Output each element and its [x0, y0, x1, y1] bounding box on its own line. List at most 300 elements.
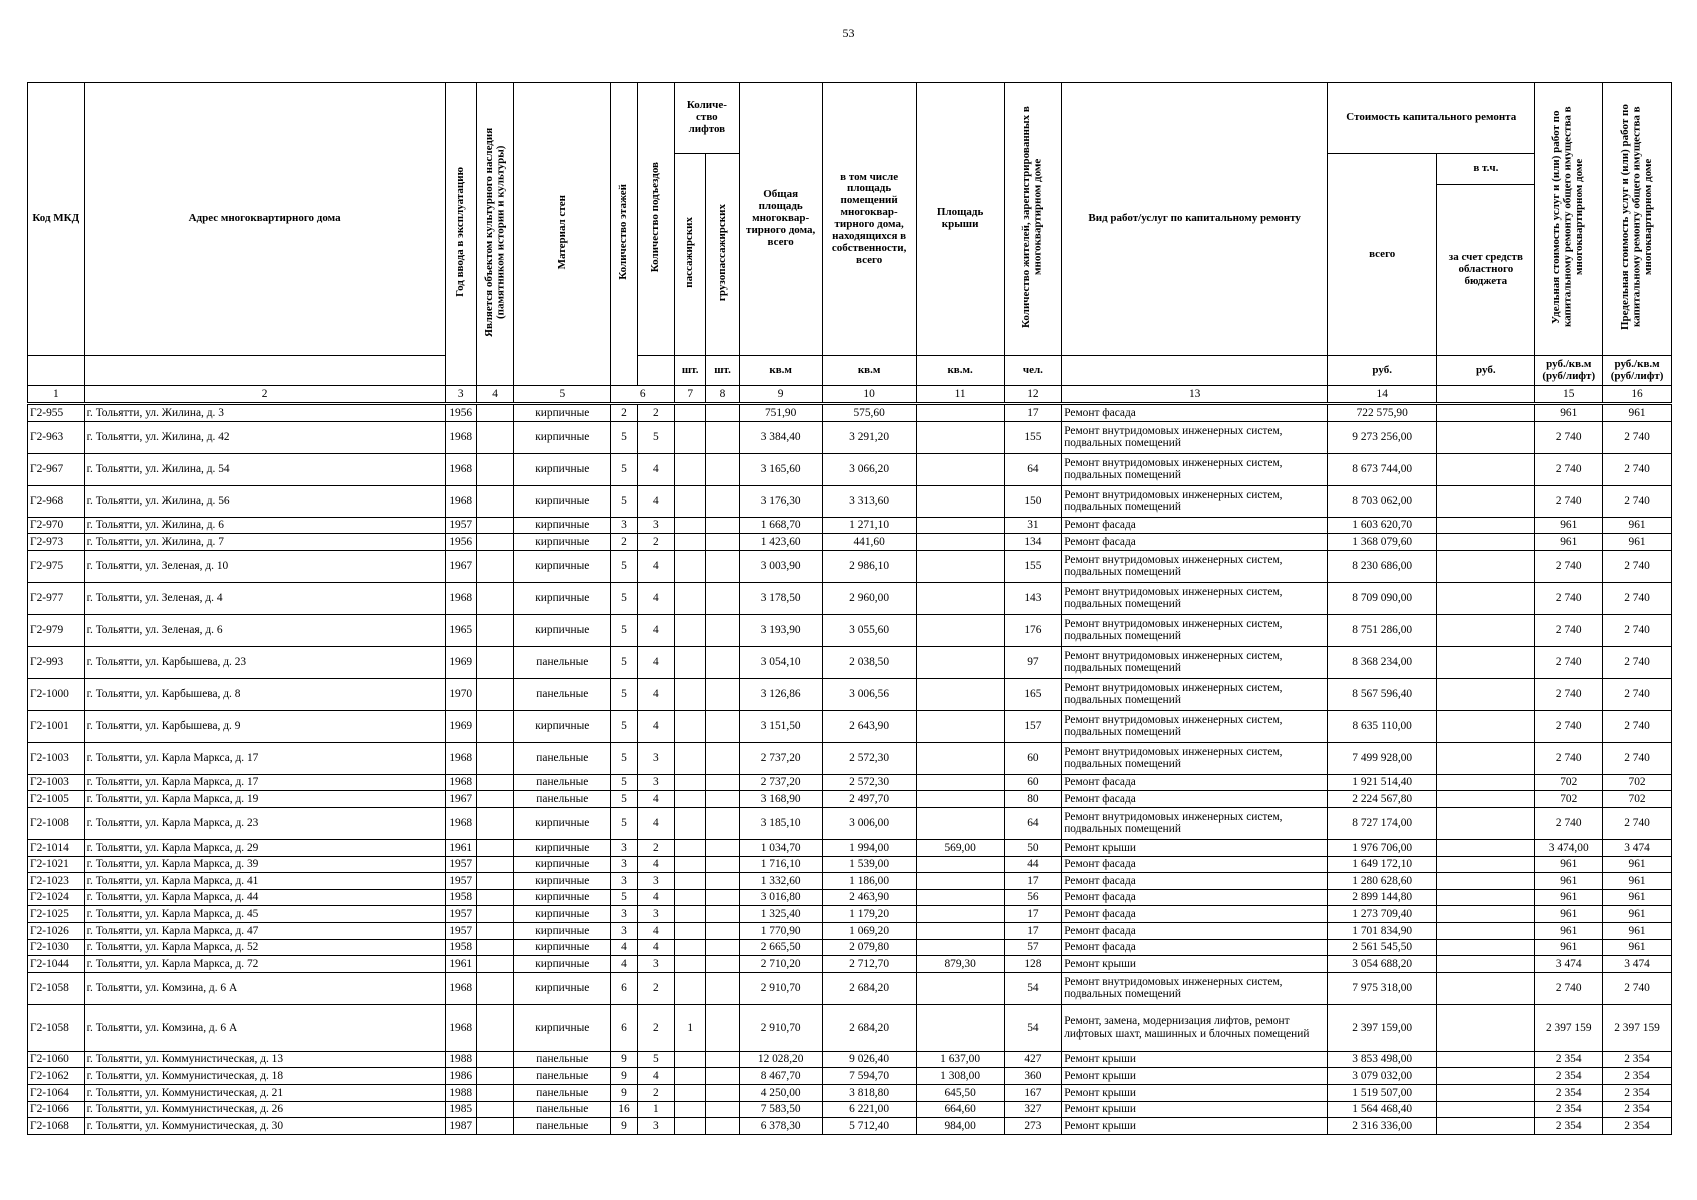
heritage-cell: [476, 1068, 513, 1085]
address-cell: г. Тольятти, ул. Карла Маркса, д. 23: [84, 807, 445, 839]
residents-cell: 273: [1004, 1118, 1062, 1135]
col-num: 1: [28, 386, 85, 404]
unit-max-cost: руб./кв.м (руб/лифт): [1603, 356, 1672, 386]
entrances-cell: 4: [637, 550, 674, 582]
col-num: 16: [1603, 386, 1672, 404]
table-row: [28, 614, 1672, 646]
entrances-cell: 4: [637, 614, 674, 646]
roof-area-cell: [916, 889, 1004, 906]
residents-cell: 97: [1004, 646, 1062, 678]
max-cost-cell: 2 740: [1603, 453, 1672, 485]
code-cell: Г2-1023: [28, 873, 85, 890]
year-cell: 1970: [445, 678, 476, 710]
year-cell: 1968: [445, 1004, 476, 1051]
code-cell: Г2-1044: [28, 956, 85, 973]
col-cost-header: Стоимость капитального ремонта: [1328, 83, 1535, 154]
owned-area-cell: 3 055,60: [822, 614, 916, 646]
unit-cost-cell: 702: [1535, 774, 1603, 791]
cost-total-cell: 8 567 596,40: [1328, 678, 1437, 710]
year-cell: 1957: [445, 873, 476, 890]
table-row: [28, 856, 1672, 873]
roof-area-cell: [916, 646, 1004, 678]
unit-cost-cell: 2 740: [1535, 485, 1603, 517]
table-row: [28, 839, 1672, 856]
owned-area-cell: 3 291,20: [822, 421, 916, 453]
budget-cell: [1437, 534, 1535, 551]
address-cell: г. Тольятти, ул. Коммунистическая, д. 30: [84, 1118, 445, 1135]
unit-owned-area: кв.м: [822, 356, 916, 386]
code-cell: Г2-993: [28, 646, 85, 678]
year-cell: 1968: [445, 742, 476, 774]
entrances-cell: 3: [637, 873, 674, 890]
year-cell: 1967: [445, 550, 476, 582]
table-row: [28, 1068, 1672, 1085]
cost-total-cell: 7 499 928,00: [1328, 742, 1437, 774]
max-cost-cell: 3 474: [1603, 956, 1672, 973]
owned-area-cell: 2 986,10: [822, 550, 916, 582]
total-area-cell: 3 176,30: [739, 485, 822, 517]
address-cell: г. Тольятти, ул. Комзина, д. 6 А: [84, 1004, 445, 1051]
residents-cell: 17: [1004, 404, 1062, 422]
max-cost-cell: 2 354: [1603, 1051, 1672, 1068]
budget-cell: [1437, 856, 1535, 873]
heritage-cell: [476, 453, 513, 485]
code-cell: Г2-1001: [28, 710, 85, 742]
residents-cell: 17: [1004, 922, 1062, 939]
year-cell: 1968: [445, 453, 476, 485]
work-type-cell: Ремонт фасада: [1062, 404, 1328, 422]
col-num: 9: [739, 386, 822, 404]
heritage-cell: [476, 710, 513, 742]
freight-lifts-cell: [706, 646, 739, 678]
roof-area-cell: [916, 791, 1004, 808]
col-residents-header: Количество жителей, зарегистрированных в многоквартирном доме: [1004, 83, 1062, 356]
floors-cell: 4: [611, 956, 637, 973]
unit-residents: чел.: [1004, 356, 1062, 386]
unit-cost-cell: 2 740: [1535, 421, 1603, 453]
table-row: [28, 972, 1672, 1004]
code-cell: Г2-1030: [28, 939, 85, 956]
budget-cell: [1437, 517, 1535, 534]
code-cell: Г2-1068: [28, 1118, 85, 1135]
roof-area-cell: 1 308,00: [916, 1068, 1004, 1085]
year-cell: 1961: [445, 839, 476, 856]
cost-total-cell: 1 603 620,70: [1328, 517, 1437, 534]
address-cell: г. Тольятти, ул. Карбышева, д. 9: [84, 710, 445, 742]
roof-area-cell: 569,00: [916, 839, 1004, 856]
material-cell: кирпичные: [514, 839, 611, 856]
entrances-cell: 2: [637, 1004, 674, 1051]
floors-cell: 9: [611, 1118, 637, 1135]
heritage-cell: [476, 922, 513, 939]
passenger-lifts-cell: [675, 1118, 706, 1135]
address-cell: г. Тольятти, ул. Комзина, д. 6 А: [84, 972, 445, 1004]
work-type-cell: Ремонт фасада: [1062, 906, 1328, 923]
address-cell: г. Тольятти, ул. Карла Маркса, д. 17: [84, 774, 445, 791]
heritage-cell: [476, 550, 513, 582]
address-cell: г. Тольятти, ул. Карла Маркса, д. 41: [84, 873, 445, 890]
residents-cell: 60: [1004, 742, 1062, 774]
roof-area-cell: [916, 774, 1004, 791]
work-type-cell: Ремонт внутридомовых инженерных систем, подвальных помещений: [1062, 742, 1328, 774]
address-cell: г. Тольятти, ул. Карла Маркса, д. 52: [84, 939, 445, 956]
freight-lifts-cell: [706, 856, 739, 873]
roof-area-cell: [916, 421, 1004, 453]
entrances-cell: 5: [637, 1051, 674, 1068]
heritage-cell: [476, 582, 513, 614]
owned-area-cell: 2 684,20: [822, 972, 916, 1004]
col-code-header: Код МКД: [28, 83, 85, 356]
roof-area-cell: 664,60: [916, 1101, 1004, 1118]
total-area-cell: 7 583,50: [739, 1101, 822, 1118]
unit-cost-cell: 2 740: [1535, 453, 1603, 485]
freight-lifts-cell: [706, 972, 739, 1004]
roof-area-cell: 984,00: [916, 1118, 1004, 1135]
cost-total-cell: 2 316 336,00: [1328, 1118, 1437, 1135]
total-area-cell: 3 193,90: [739, 614, 822, 646]
unit-cost-cell: 2 740: [1535, 550, 1603, 582]
cost-total-cell: 2 397 159,00: [1328, 1004, 1437, 1051]
total-area-cell: 2 710,20: [739, 956, 822, 973]
owned-area-cell: 3 818,80: [822, 1084, 916, 1101]
address-cell: г. Тольятти, ул. Карла Маркса, д. 17: [84, 742, 445, 774]
max-cost-cell: 2 740: [1603, 710, 1672, 742]
table-row: [28, 534, 1672, 551]
work-type-cell: Ремонт крыши: [1062, 1118, 1328, 1135]
code-cell: Г2-973: [28, 534, 85, 551]
owned-area-cell: 1 069,20: [822, 922, 916, 939]
address-cell: г. Тольятти, ул. Жилина, д. 7: [84, 534, 445, 551]
roof-area-cell: [916, 807, 1004, 839]
work-type-cell: Ремонт внутридомовых инженерных систем, подвальных помещений: [1062, 972, 1328, 1004]
freight-lifts-cell: [706, 614, 739, 646]
passenger-lifts-cell: 1: [675, 1004, 706, 1051]
owned-area-cell: 6 221,00: [822, 1101, 916, 1118]
passenger-lifts-cell: [675, 922, 706, 939]
work-type-cell: Ремонт внутридомовых инженерных систем, подвальных помещений: [1062, 582, 1328, 614]
table-row: [28, 404, 1672, 422]
residents-cell: 60: [1004, 774, 1062, 791]
address-cell: г. Тольятти, ул. Зеленая, д. 6: [84, 614, 445, 646]
budget-cell: [1437, 421, 1535, 453]
freight-lifts-cell: [706, 1068, 739, 1085]
freight-lifts-cell: [706, 1004, 739, 1051]
entrances-cell: 2: [637, 972, 674, 1004]
floors-cell: 5: [611, 646, 637, 678]
passenger-lifts-cell: [675, 774, 706, 791]
heritage-cell: [476, 1084, 513, 1101]
owned-area-cell: 2 712,70: [822, 956, 916, 973]
passenger-lifts-cell: [675, 534, 706, 551]
total-area-cell: 751,90: [739, 404, 822, 422]
roof-area-cell: [916, 972, 1004, 1004]
entrances-cell: 4: [637, 889, 674, 906]
budget-cell: [1437, 1051, 1535, 1068]
work-type-cell: Ремонт фасада: [1062, 889, 1328, 906]
max-cost-cell: 2 354: [1603, 1101, 1672, 1118]
floors-cell: 5: [611, 550, 637, 582]
unit-cost-cell: 2 740: [1535, 807, 1603, 839]
address-cell: г. Тольятти, ул. Зеленая, д. 10: [84, 550, 445, 582]
year-cell: 1967: [445, 791, 476, 808]
heritage-cell: [476, 774, 513, 791]
work-type-cell: Ремонт внутридомовых инженерных систем, подвальных помещений: [1062, 421, 1328, 453]
unit-cost-cell: 961: [1535, 534, 1603, 551]
year-cell: 1956: [445, 534, 476, 551]
passenger-lifts-cell: [675, 1101, 706, 1118]
code-cell: Г2-1058: [28, 1004, 85, 1051]
address-cell: г. Тольятти, ул. Карла Маркса, д. 39: [84, 856, 445, 873]
budget-cell: [1437, 956, 1535, 973]
max-cost-cell: 2 740: [1603, 972, 1672, 1004]
address-cell: г. Тольятти, ул. Жилина, д. 6: [84, 517, 445, 534]
heritage-cell: [476, 404, 513, 422]
passenger-lifts-cell: [675, 453, 706, 485]
col-max-cost-header: Предельная стоимость услуг и (или) работ по капитальному ремонту общего имущества в многоквартирном доме: [1603, 83, 1672, 356]
budget-cell: [1437, 807, 1535, 839]
code-cell: Г2-1000: [28, 678, 85, 710]
unit-cost-cell: 961: [1535, 517, 1603, 534]
total-area-cell: 1 770,90: [739, 922, 822, 939]
budget-cell: [1437, 1004, 1535, 1051]
col-num: 3: [445, 386, 476, 404]
unit-cost-cell: 2 354: [1535, 1051, 1603, 1068]
max-cost-cell: 3 474: [1603, 839, 1672, 856]
cost-total-cell: 1 564 468,40: [1328, 1101, 1437, 1118]
residents-cell: 64: [1004, 807, 1062, 839]
address-cell: г. Тольятти, ул. Зеленая, д. 4: [84, 582, 445, 614]
budget-cell: [1437, 791, 1535, 808]
unit-cost-cell: 961: [1535, 856, 1603, 873]
floors-cell: 6: [611, 1004, 637, 1051]
passenger-lifts-cell: [675, 485, 706, 517]
budget-cell: [1437, 614, 1535, 646]
year-cell: 1969: [445, 710, 476, 742]
owned-area-cell: 2 572,30: [822, 742, 916, 774]
heritage-cell: [476, 839, 513, 856]
code-cell: Г2-1025: [28, 906, 85, 923]
residents-cell: 50: [1004, 839, 1062, 856]
table-row: [28, 582, 1672, 614]
work-type-cell: Ремонт фасада: [1062, 856, 1328, 873]
budget-cell: [1437, 839, 1535, 856]
material-cell: кирпичные: [514, 922, 611, 939]
col-num: 5: [514, 386, 611, 404]
year-cell: 1986: [445, 1068, 476, 1085]
freight-lifts-cell: [706, 453, 739, 485]
floors-cell: 5: [611, 807, 637, 839]
code-cell: Г2-955: [28, 404, 85, 422]
budget-cell: [1437, 873, 1535, 890]
material-cell: кирпичные: [514, 421, 611, 453]
cost-total-cell: 1 921 514,40: [1328, 774, 1437, 791]
material-cell: кирпичные: [514, 550, 611, 582]
freight-lifts-cell: [706, 1101, 739, 1118]
col-num: 4: [476, 386, 513, 404]
floors-cell: 5: [611, 774, 637, 791]
table-row: [28, 1004, 1672, 1051]
passenger-lifts-cell: [675, 517, 706, 534]
col-num: 15: [1535, 386, 1603, 404]
col-owned-area-header: в том числе площадь помещений многоквар- тирного дома, находящихся в собственности, всего: [822, 83, 916, 356]
unit-entrances: [637, 356, 674, 386]
code-cell: Г2-1014: [28, 839, 85, 856]
floors-cell: 3: [611, 839, 637, 856]
address-cell: г. Тольятти, ул. Карбышева, д. 23: [84, 646, 445, 678]
address-cell: г. Тольятти, ул. Карла Маркса, д. 72: [84, 956, 445, 973]
cost-total-cell: 8 368 234,00: [1328, 646, 1437, 678]
roof-area-cell: 1 637,00: [916, 1051, 1004, 1068]
residents-cell: 360: [1004, 1068, 1062, 1085]
col-num: 2: [84, 386, 445, 404]
freight-lifts-cell: [706, 774, 739, 791]
work-type-cell: Ремонт внутридомовых инженерных систем, подвальных помещений: [1062, 550, 1328, 582]
unit-cost-cell: 3 474: [1535, 956, 1603, 973]
work-type-cell: Ремонт крыши: [1062, 1101, 1328, 1118]
work-type-cell: Ремонт фасада: [1062, 774, 1328, 791]
work-type-cell: Ремонт внутридомовых инженерных систем, подвальных помещений: [1062, 485, 1328, 517]
material-cell: панельные: [514, 678, 611, 710]
heritage-cell: [476, 1051, 513, 1068]
max-cost-cell: 961: [1603, 856, 1672, 873]
address-cell: г. Тольятти, ул. Карла Маркса, д. 29: [84, 839, 445, 856]
heritage-cell: [476, 534, 513, 551]
floors-cell: 5: [611, 582, 637, 614]
residents-cell: 80: [1004, 791, 1062, 808]
material-cell: кирпичные: [514, 956, 611, 973]
entrances-cell: 4: [637, 582, 674, 614]
freight-lifts-cell: [706, 807, 739, 839]
year-cell: 1968: [445, 807, 476, 839]
passenger-lifts-cell: [675, 873, 706, 890]
col-num: 13: [1062, 386, 1328, 404]
capital-repair-table: [27, 82, 1672, 1135]
passenger-lifts-cell: [675, 614, 706, 646]
freight-lifts-cell: [706, 1051, 739, 1068]
heritage-cell: [476, 791, 513, 808]
col-roof-area-header: Площадь крыши: [916, 83, 1004, 356]
heritage-cell: [476, 939, 513, 956]
code-cell: Г2-1064: [28, 1084, 85, 1101]
floors-cell: 5: [611, 453, 637, 485]
work-type-cell: Ремонт внутридомовых инженерных систем, подвальных помещений: [1062, 710, 1328, 742]
floors-cell: 5: [611, 678, 637, 710]
total-area-cell: 3 054,10: [739, 646, 822, 678]
year-cell: 1958: [445, 939, 476, 956]
floors-cell: 2: [611, 404, 637, 422]
unit-cost-cell: 2 354: [1535, 1118, 1603, 1135]
unit-freight: шт.: [706, 356, 739, 386]
total-area-cell: 3 126,86: [739, 678, 822, 710]
total-area-cell: 1 423,60: [739, 534, 822, 551]
col-total-area-header: Общая площадь многоквар- тирного дома, всего: [739, 83, 822, 356]
year-cell: 1957: [445, 856, 476, 873]
work-type-cell: Ремонт фасада: [1062, 791, 1328, 808]
cost-total-cell: 7 975 318,00: [1328, 972, 1437, 1004]
unit-unit-cost: руб./кв.м (руб/лифт): [1535, 356, 1603, 386]
freight-lifts-cell: [706, 404, 739, 422]
entrances-cell: 4: [637, 678, 674, 710]
budget-cell: [1437, 1101, 1535, 1118]
roof-area-cell: [916, 742, 1004, 774]
material-cell: панельные: [514, 1068, 611, 1085]
budget-cell: [1437, 1068, 1535, 1085]
material-cell: кирпичные: [514, 710, 611, 742]
freight-lifts-cell: [706, 517, 739, 534]
year-cell: 1968: [445, 421, 476, 453]
year-cell: 1957: [445, 922, 476, 939]
max-cost-cell: 2 740: [1603, 550, 1672, 582]
owned-area-cell: 2 497,70: [822, 791, 916, 808]
work-type-cell: Ремонт крыши: [1062, 1084, 1328, 1101]
entrances-cell: 4: [637, 453, 674, 485]
entrances-cell: 3: [637, 774, 674, 791]
material-cell: панельные: [514, 774, 611, 791]
table-row: [28, 791, 1672, 808]
material-cell: панельные: [514, 1101, 611, 1118]
residents-cell: 17: [1004, 873, 1062, 890]
budget-cell: [1437, 972, 1535, 1004]
residents-cell: 165: [1004, 678, 1062, 710]
material-cell: панельные: [514, 742, 611, 774]
budget-cell: [1437, 906, 1535, 923]
unit-cost-cell: 3 474,00: [1535, 839, 1603, 856]
max-cost-cell: 961: [1603, 534, 1672, 551]
floors-cell: 9: [611, 1084, 637, 1101]
roof-area-cell: [916, 678, 1004, 710]
floors-cell: 3: [611, 906, 637, 923]
floors-cell: 3: [611, 922, 637, 939]
total-area-cell: 2 737,20: [739, 742, 822, 774]
freight-lifts-cell: [706, 906, 739, 923]
residents-cell: 327: [1004, 1101, 1062, 1118]
year-cell: 1969: [445, 646, 476, 678]
year-cell: 1968: [445, 582, 476, 614]
max-cost-cell: 961: [1603, 889, 1672, 906]
roof-area-cell: [916, 873, 1004, 890]
max-cost-cell: 2 740: [1603, 646, 1672, 678]
owned-area-cell: 3 006,56: [822, 678, 916, 710]
total-area-cell: 1 716,10: [739, 856, 822, 873]
heritage-cell: [476, 646, 513, 678]
total-area-cell: 3 016,80: [739, 889, 822, 906]
residents-cell: 128: [1004, 956, 1062, 973]
code-cell: Г2-1024: [28, 889, 85, 906]
residents-cell: 150: [1004, 485, 1062, 517]
budget-cell: [1437, 453, 1535, 485]
freight-lifts-cell: [706, 839, 739, 856]
material-cell: панельные: [514, 1118, 611, 1135]
floors-cell: 4: [611, 939, 637, 956]
year-cell: 1957: [445, 517, 476, 534]
code-cell: Г2-968: [28, 485, 85, 517]
material-cell: кирпичные: [514, 404, 611, 422]
table-row: [28, 1118, 1672, 1135]
heritage-cell: [476, 742, 513, 774]
cost-total-cell: 1 368 079,60: [1328, 534, 1437, 551]
roof-area-cell: [916, 922, 1004, 939]
residents-cell: 54: [1004, 972, 1062, 1004]
year-cell: 1968: [445, 774, 476, 791]
material-cell: кирпичные: [514, 889, 611, 906]
total-area-cell: 1 668,70: [739, 517, 822, 534]
roof-area-cell: [916, 534, 1004, 551]
unit-cost-cell: 2 740: [1535, 972, 1603, 1004]
entrances-cell: 3: [637, 906, 674, 923]
table-row: [28, 646, 1672, 678]
total-area-cell: 12 028,20: [739, 1051, 822, 1068]
col-regional-budget-header: за счет средств областного бюджета: [1437, 185, 1535, 356]
